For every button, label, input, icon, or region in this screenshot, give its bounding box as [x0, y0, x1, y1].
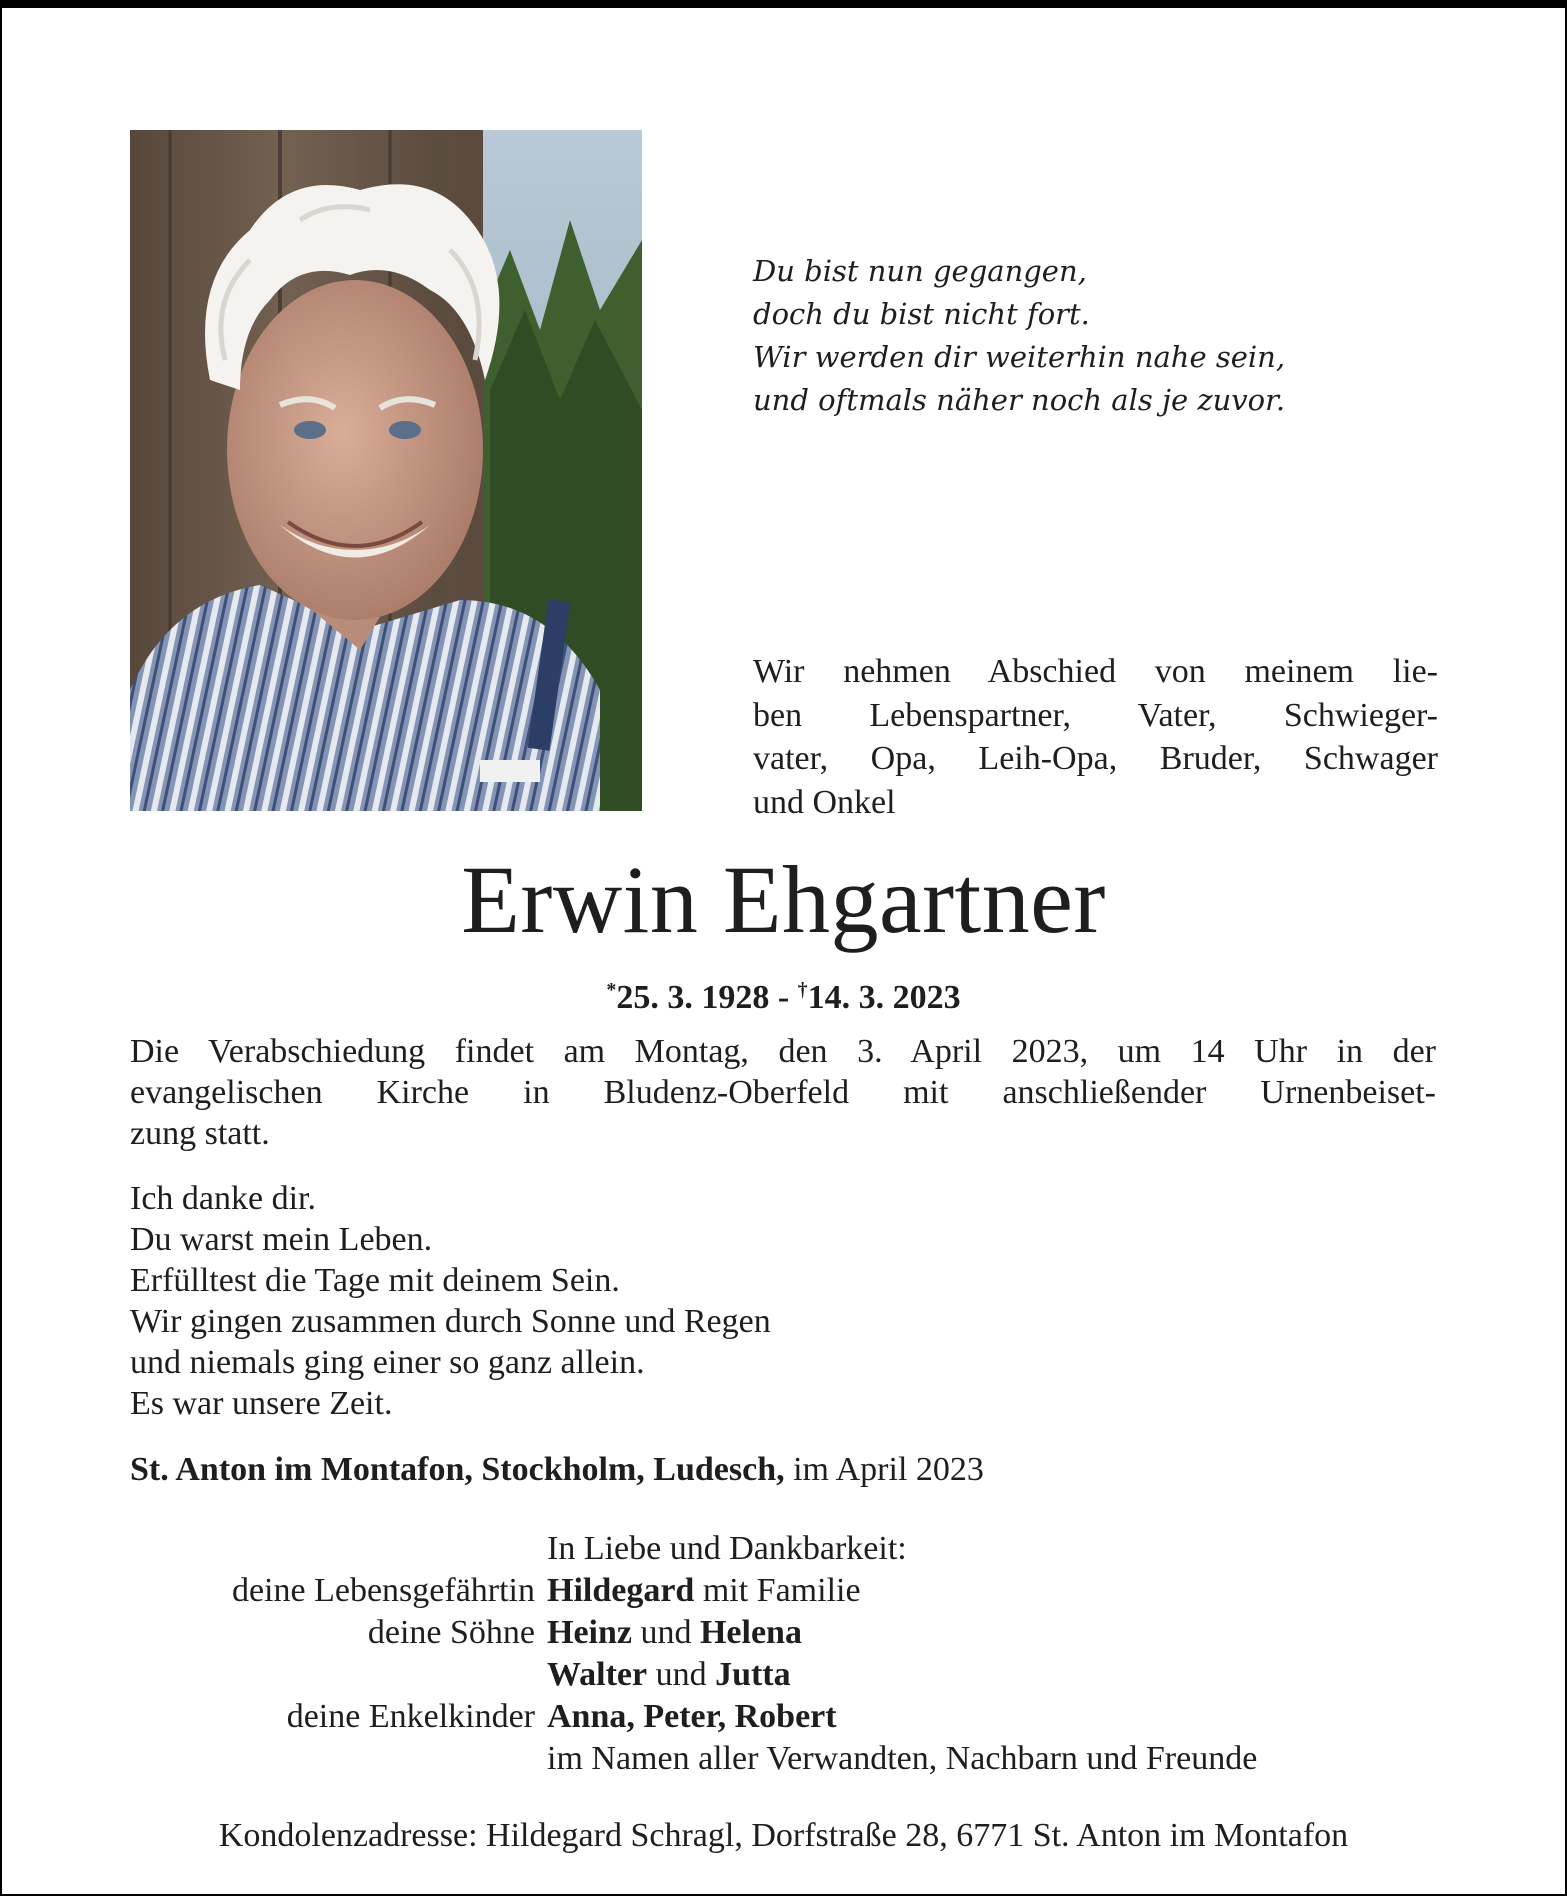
ceremony-notice: [130, 1031, 1436, 1154]
places-list: St. Anton im Montafon, Stockholm, Ludesch,: [130, 1451, 785, 1488]
poem-line: doch du bist nicht fort.: [753, 297, 1090, 331]
mourner-joiner: und: [631, 1614, 700, 1651]
mourners-closing-row: [130, 1738, 1450, 1780]
ceremony-line: evangelischen Kirche in Bludenz-Oberfeld mit anschließender Urnenbeiset-: [130, 1074, 1436, 1111]
poem-line: Ich danke dir.: [130, 1180, 316, 1217]
mourner-joiner: mit Familie: [694, 1572, 861, 1609]
death-date: 14. 3. 2023: [807, 979, 961, 1016]
mourner-joiner: und: [647, 1656, 716, 1693]
intro-line: und Onkel: [753, 783, 896, 821]
mourner-row: [130, 1570, 1450, 1612]
mourner-row: [130, 1612, 1450, 1654]
intro-line: ben Lebenspartner, Vater, Schwieger-: [753, 696, 1438, 734]
mourners-heading: In Liebe und Dankbarkeit:: [547, 1530, 907, 1567]
poem-line: und niemals ging einer so ganz allein.: [130, 1344, 645, 1381]
poem-line: Du warst mein Leben.: [130, 1221, 433, 1258]
mourner-name: Jutta: [715, 1656, 791, 1693]
farewell-intro: [753, 650, 1438, 824]
mourner-name: Helena: [699, 1614, 802, 1651]
poem-line: Wir werden dir weiterhin nahe sein,: [753, 340, 1286, 374]
mourner-name: Hildegard: [547, 1572, 695, 1609]
relation-label: [130, 1654, 547, 1696]
poem-line: Wir gingen zusammen durch Sonne und Regen: [130, 1303, 771, 1340]
relation-label: deine Enkelkinder: [286, 1698, 535, 1735]
closing-poem: [130, 1178, 771, 1424]
opening-poem: [753, 250, 1285, 422]
birth-date: 25. 3. 1928: [616, 979, 770, 1016]
places-and-date: [130, 1448, 984, 1492]
intro-line: Wir nehmen Abschied von meinem lie-: [753, 653, 1438, 690]
poem-line: Es war unsere Zeit.: [130, 1385, 393, 1422]
mourner-name: Anna, Peter, Robert: [547, 1698, 837, 1735]
mourner-name: Heinz: [547, 1614, 632, 1651]
ceremony-line: zung statt.: [130, 1115, 270, 1152]
poem-line: und oftmals näher noch als je zuvor.: [753, 383, 1286, 417]
life-dates: [0, 968, 1567, 1020]
ceremony-line: Die Verabschiedung findet am Montag, den 3. April 2023, um 14 Uhr in der: [130, 1033, 1436, 1070]
portrait-photo: [130, 130, 642, 811]
date-separator: -: [769, 979, 798, 1016]
deceased-name: Erwin Ehgartner: [461, 846, 1106, 953]
month-year: im April 2023: [784, 1451, 984, 1488]
poem-line: Erfülltest die Tage mit deinem Sein.: [130, 1262, 620, 1299]
birth-symbol: *: [606, 979, 617, 1001]
intro-line: vater, Opa, Leih-Opa, Bruder, Schwager: [753, 740, 1438, 777]
mourners-heading-row: [130, 1528, 1450, 1570]
poem-line: Du bist nun gegangen,: [753, 254, 1087, 288]
condolence-address: Kondolenzadresse: Hildegard Schragl, Dorfstraße 28, 6771 St. Anton im Montafon: [218, 1817, 1349, 1854]
mourner-row: [130, 1696, 1450, 1738]
death-symbol: †: [797, 979, 808, 1001]
mourner-name: Walter: [547, 1656, 648, 1693]
mourners-closing: im Namen aller Verwandten, Nachbarn und Freunde: [547, 1740, 1258, 1777]
mourners-list: [130, 1528, 1450, 1780]
mourner-row: [130, 1654, 1450, 1696]
relation-label: deine Lebensgefährtin: [231, 1572, 535, 1609]
relation-label: deine Söhne: [367, 1614, 535, 1651]
